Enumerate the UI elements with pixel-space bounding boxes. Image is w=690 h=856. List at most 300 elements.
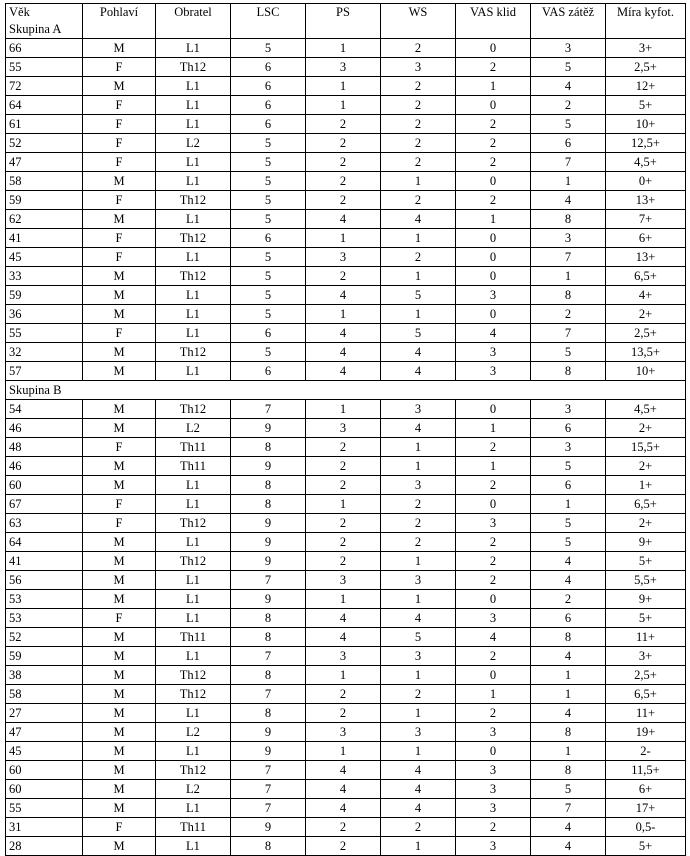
- table-cell: 3: [306, 647, 381, 666]
- table-cell: 4: [306, 780, 381, 799]
- table-cell: 1: [381, 438, 456, 457]
- table-cell: 8: [531, 210, 606, 229]
- table-cell: 57: [6, 362, 83, 381]
- table-cell: 2: [306, 552, 381, 571]
- table-cell: 2: [381, 96, 456, 115]
- table-cell: 0: [456, 267, 531, 286]
- table-cell: 47: [6, 153, 83, 172]
- table-cell: 8: [531, 362, 606, 381]
- table-cell: 5: [231, 153, 306, 172]
- table-cell: 55: [6, 58, 83, 77]
- table-cell: Th11: [156, 628, 231, 647]
- table-cell: 9: [231, 723, 306, 742]
- table-cell: Th12: [156, 552, 231, 571]
- table-cell: 4: [456, 628, 531, 647]
- table-cell: Th11: [156, 818, 231, 837]
- column-header-ps: PS: [306, 4, 381, 39]
- table-cell: 1: [531, 685, 606, 704]
- table-cell: M: [83, 457, 156, 476]
- table-cell: 5: [531, 58, 606, 77]
- table-cell: 1: [306, 96, 381, 115]
- table-cell: 3: [306, 58, 381, 77]
- table-cell: 59: [6, 191, 83, 210]
- table-cell: L1: [156, 286, 231, 305]
- table-cell: 1: [381, 742, 456, 761]
- table-cell: 2: [456, 438, 531, 457]
- table-cell: 2: [456, 704, 531, 723]
- column-header-kyphosis: Míra kyfot.: [606, 4, 686, 39]
- header-row: [6, 4, 686, 39]
- table-cell: M: [83, 362, 156, 381]
- table-cell: 2: [456, 191, 531, 210]
- table-cell: 41: [6, 552, 83, 571]
- table-cell: 1: [456, 685, 531, 704]
- table-cell: F: [83, 153, 156, 172]
- table-cell: L1: [156, 837, 231, 856]
- table-cell: 52: [6, 134, 83, 153]
- table-cell: 3: [456, 780, 531, 799]
- table-cell: 4: [381, 799, 456, 818]
- table-cell: 0: [456, 666, 531, 685]
- table-cell: 4: [381, 609, 456, 628]
- table-cell: 5: [531, 457, 606, 476]
- table-cell: 4: [381, 780, 456, 799]
- table-cell: M: [83, 685, 156, 704]
- table-cell: 54: [6, 400, 83, 419]
- table-cell: 2: [306, 818, 381, 837]
- table-cell: 45: [6, 742, 83, 761]
- table-cell: 4: [306, 609, 381, 628]
- group-label-a: Skupina A: [9, 22, 62, 36]
- table-cell: 58: [6, 172, 83, 191]
- table-cell: 6: [231, 58, 306, 77]
- table-cell: 55: [6, 799, 83, 818]
- table-row: [6, 438, 686, 457]
- table-cell: M: [83, 552, 156, 571]
- table-row: [6, 248, 686, 267]
- table-cell: 3: [456, 761, 531, 780]
- table-cell: 2: [306, 115, 381, 134]
- table-cell: 1: [531, 267, 606, 286]
- table-cell: M: [83, 799, 156, 818]
- table-cell: F: [83, 115, 156, 134]
- table-cell: 5: [231, 191, 306, 210]
- table-cell: F: [83, 96, 156, 115]
- table-cell: 1: [456, 457, 531, 476]
- table-cell: 5+: [606, 552, 686, 571]
- table-cell: M: [83, 476, 156, 495]
- table-cell: 0: [456, 590, 531, 609]
- table-cell: L1: [156, 248, 231, 267]
- table-cell: F: [83, 134, 156, 153]
- table-cell: 2: [306, 685, 381, 704]
- table-cell: F: [83, 818, 156, 837]
- table-cell: 0+: [606, 172, 686, 191]
- table-cell: 45: [6, 248, 83, 267]
- table-cell: 8: [231, 837, 306, 856]
- table-cell: 3: [456, 723, 531, 742]
- table-cell: 1: [306, 77, 381, 96]
- table-cell: 4: [306, 362, 381, 381]
- table-cell: 6: [531, 134, 606, 153]
- table-cell: 2: [306, 267, 381, 286]
- table-cell: 2: [306, 837, 381, 856]
- table-cell: L1: [156, 305, 231, 324]
- table-cell: 2: [306, 172, 381, 191]
- table-cell: 1: [381, 457, 456, 476]
- table-cell: 3: [531, 400, 606, 419]
- table-cell: 8: [231, 476, 306, 495]
- table-cell: Th12: [156, 685, 231, 704]
- table-cell: 67: [6, 495, 83, 514]
- table-cell: F: [83, 229, 156, 248]
- table-cell: M: [83, 343, 156, 362]
- table-cell: L2: [156, 780, 231, 799]
- table-cell: 5: [531, 514, 606, 533]
- table-cell: 4: [531, 552, 606, 571]
- table-cell: 2: [456, 476, 531, 495]
- table-cell: 1: [456, 77, 531, 96]
- table-cell: 8: [531, 761, 606, 780]
- table-cell: 0: [456, 248, 531, 267]
- table-cell: 1: [306, 39, 381, 58]
- table-cell: 6: [531, 476, 606, 495]
- table-cell: 2: [306, 533, 381, 552]
- table-cell: 2: [456, 647, 531, 666]
- table-cell: Th12: [156, 229, 231, 248]
- table-cell: 2: [456, 818, 531, 837]
- column-header-vas-load: VAS zátěž: [531, 4, 606, 39]
- table-cell: 6: [531, 609, 606, 628]
- table-row: [6, 476, 686, 495]
- table-cell: 9: [231, 457, 306, 476]
- table-cell: 5: [381, 324, 456, 343]
- table-cell: 1: [306, 742, 381, 761]
- table-cell: L1: [156, 799, 231, 818]
- table-cell: 1: [531, 742, 606, 761]
- table-cell: 10+: [606, 362, 686, 381]
- table-cell: 6,5+: [606, 267, 686, 286]
- table-cell: 36: [6, 305, 83, 324]
- table-cell: Th12: [156, 400, 231, 419]
- table-cell: L1: [156, 210, 231, 229]
- table-cell: M: [83, 210, 156, 229]
- table-cell: L2: [156, 723, 231, 742]
- table-cell: 2: [306, 457, 381, 476]
- table-cell: 31: [6, 818, 83, 837]
- table-row: [6, 115, 686, 134]
- table-cell: F: [83, 514, 156, 533]
- table-cell: 2: [381, 533, 456, 552]
- table-cell: 6: [231, 229, 306, 248]
- table-cell: 53: [6, 609, 83, 628]
- table-cell: 6: [231, 77, 306, 96]
- table-cell: 6+: [606, 780, 686, 799]
- table-cell: 0: [456, 229, 531, 248]
- table-cell: 5: [531, 115, 606, 134]
- table-row: [6, 457, 686, 476]
- table-cell: 2+: [606, 305, 686, 324]
- column-header-lsc: LSC: [231, 4, 306, 39]
- table-cell: M: [83, 742, 156, 761]
- table-cell: M: [83, 761, 156, 780]
- table-cell: M: [83, 305, 156, 324]
- table-cell: 2: [531, 305, 606, 324]
- table-cell: 0: [456, 96, 531, 115]
- table-cell: 5: [381, 628, 456, 647]
- table-cell: 4: [381, 419, 456, 438]
- table-row: [6, 305, 686, 324]
- table-row: [6, 590, 686, 609]
- table-cell: 8: [531, 286, 606, 305]
- table-cell: 5: [381, 286, 456, 305]
- column-header-age: [6, 4, 83, 39]
- table-row: [6, 134, 686, 153]
- table-cell: 1: [381, 172, 456, 191]
- table-cell: L1: [156, 495, 231, 514]
- table-cell: 2: [306, 514, 381, 533]
- table-cell: 3: [456, 343, 531, 362]
- table-cell: L1: [156, 571, 231, 590]
- table-cell: 4: [531, 77, 606, 96]
- table-cell: 8: [231, 609, 306, 628]
- table-cell: L1: [156, 172, 231, 191]
- table-cell: 3: [306, 571, 381, 590]
- table-cell: 2: [456, 115, 531, 134]
- table-cell: 9: [231, 590, 306, 609]
- table-row: [6, 77, 686, 96]
- table-cell: M: [83, 571, 156, 590]
- table-cell: 52: [6, 628, 83, 647]
- table-cell: 2: [306, 134, 381, 153]
- column-header-vas-rest: VAS klid: [456, 4, 531, 39]
- table-cell: 5: [231, 134, 306, 153]
- table-cell: 59: [6, 647, 83, 666]
- table-cell: 3: [456, 286, 531, 305]
- table-cell: 1: [306, 229, 381, 248]
- table-cell: L1: [156, 609, 231, 628]
- table-cell: 2: [381, 191, 456, 210]
- table-cell: 6: [531, 419, 606, 438]
- table-cell: 2: [456, 552, 531, 571]
- table-cell: L1: [156, 647, 231, 666]
- table-cell: 0: [456, 742, 531, 761]
- table-cell: 5: [231, 343, 306, 362]
- table-cell: 7: [231, 761, 306, 780]
- table-row: [6, 685, 686, 704]
- table-cell: 2,5+: [606, 324, 686, 343]
- table-cell: F: [83, 58, 156, 77]
- table-row: [6, 267, 686, 286]
- table-row: [6, 96, 686, 115]
- table-cell: 2: [381, 153, 456, 172]
- table-cell: 3+: [606, 39, 686, 58]
- table-cell: 2: [306, 704, 381, 723]
- table-cell: Th12: [156, 58, 231, 77]
- table-cell: 3: [456, 799, 531, 818]
- table-cell: 4: [306, 761, 381, 780]
- table-cell: M: [83, 704, 156, 723]
- column-header-vertebra: Obratel: [156, 4, 231, 39]
- table-cell: 1: [306, 666, 381, 685]
- table-cell: 1: [381, 552, 456, 571]
- table-cell: 2: [381, 77, 456, 96]
- table-cell: 64: [6, 533, 83, 552]
- table-row: [6, 191, 686, 210]
- table-cell: 3: [306, 723, 381, 742]
- table-cell: 8: [531, 628, 606, 647]
- table-cell: 2: [456, 153, 531, 172]
- table-cell: L1: [156, 39, 231, 58]
- table-cell: 1: [306, 590, 381, 609]
- table-cell: 7: [231, 400, 306, 419]
- table-cell: 2,5+: [606, 58, 686, 77]
- table-cell: Th11: [156, 438, 231, 457]
- table-row: [6, 571, 686, 590]
- table-cell: L1: [156, 153, 231, 172]
- table-cell: 2: [456, 58, 531, 77]
- table-row: [6, 666, 686, 685]
- table-cell: 4: [531, 571, 606, 590]
- table-cell: Th12: [156, 761, 231, 780]
- table-row: [6, 210, 686, 229]
- table-row: [6, 324, 686, 343]
- table-cell: 53: [6, 590, 83, 609]
- table-row: [6, 818, 686, 837]
- group-header-row: [6, 381, 686, 400]
- column-header-label: Věk: [9, 5, 30, 19]
- table-cell: 4: [306, 286, 381, 305]
- table-cell: 5,5+: [606, 571, 686, 590]
- table-cell: 1: [456, 210, 531, 229]
- table-cell: 2: [381, 134, 456, 153]
- table-cell: 3+: [606, 647, 686, 666]
- table-cell: M: [83, 647, 156, 666]
- table-cell: 62: [6, 210, 83, 229]
- table-cell: 3: [381, 400, 456, 419]
- table-cell: 7: [531, 153, 606, 172]
- table-cell: 2: [456, 571, 531, 590]
- table-cell: L1: [156, 533, 231, 552]
- table-cell: Th12: [156, 267, 231, 286]
- table-cell: 2: [456, 134, 531, 153]
- table-cell: Th12: [156, 514, 231, 533]
- table-row: [6, 229, 686, 248]
- table-cell: 7+: [606, 210, 686, 229]
- table-cell: 0: [456, 305, 531, 324]
- table-cell: 1: [531, 495, 606, 514]
- table-cell: 12+: [606, 77, 686, 96]
- table-cell: 4: [531, 647, 606, 666]
- table-cell: 5+: [606, 609, 686, 628]
- table-cell: 4,5+: [606, 400, 686, 419]
- table-cell: Th12: [156, 343, 231, 362]
- table-cell: 72: [6, 77, 83, 96]
- table-cell: 2: [381, 248, 456, 267]
- table-cell: 3: [531, 229, 606, 248]
- table-cell: 13+: [606, 248, 686, 267]
- table-cell: M: [83, 286, 156, 305]
- table-row: [6, 704, 686, 723]
- table-cell: M: [83, 590, 156, 609]
- table-row: [6, 514, 686, 533]
- table-cell: 4: [381, 210, 456, 229]
- table-cell: 12,5+: [606, 134, 686, 153]
- table-cell: 7: [231, 799, 306, 818]
- table-cell: 1: [306, 400, 381, 419]
- table-cell: 61: [6, 115, 83, 134]
- table-cell: M: [83, 77, 156, 96]
- table-cell: 2+: [606, 457, 686, 476]
- table-row: [6, 742, 686, 761]
- table-cell: 5: [531, 533, 606, 552]
- table-cell: 9+: [606, 533, 686, 552]
- table-cell: 3: [531, 438, 606, 457]
- table-cell: Th11: [156, 457, 231, 476]
- table-cell: 7: [531, 324, 606, 343]
- table-cell: 0: [456, 39, 531, 58]
- table-row: [6, 780, 686, 799]
- table-cell: M: [83, 837, 156, 856]
- table-cell: M: [83, 419, 156, 438]
- table-cell: 28: [6, 837, 83, 856]
- table-cell: 13,5+: [606, 343, 686, 362]
- table-cell: 56: [6, 571, 83, 590]
- table-cell: L1: [156, 590, 231, 609]
- table-cell: M: [83, 533, 156, 552]
- table-cell: 11,5+: [606, 761, 686, 780]
- table-cell: 15,5+: [606, 438, 686, 457]
- table-cell: 2,5+: [606, 666, 686, 685]
- table-cell: 7: [231, 685, 306, 704]
- table-cell: 4: [381, 362, 456, 381]
- table-row: [6, 628, 686, 647]
- table-cell: Th12: [156, 666, 231, 685]
- table-cell: 10+: [606, 115, 686, 134]
- table-cell: 1: [381, 267, 456, 286]
- table-cell: 27: [6, 704, 83, 723]
- table-cell: 2: [381, 495, 456, 514]
- table-cell: 1: [531, 666, 606, 685]
- table-cell: 11+: [606, 628, 686, 647]
- table-cell: 9: [231, 533, 306, 552]
- table-cell: 9: [231, 818, 306, 837]
- table-cell: 4+: [606, 286, 686, 305]
- table-cell: 9: [231, 419, 306, 438]
- table-cell: 46: [6, 457, 83, 476]
- table-cell: 2: [306, 153, 381, 172]
- table-cell: 5: [231, 267, 306, 286]
- table-cell: 47: [6, 723, 83, 742]
- table-cell: M: [83, 267, 156, 286]
- table-cell: 2: [381, 818, 456, 837]
- table-row: [6, 761, 686, 780]
- table-cell: 3: [381, 723, 456, 742]
- table-cell: 5: [231, 39, 306, 58]
- table-cell: 4: [381, 761, 456, 780]
- table-cell: 8: [231, 495, 306, 514]
- table-cell: 4: [306, 628, 381, 647]
- table-cell: L1: [156, 96, 231, 115]
- table-cell: 2-: [606, 742, 686, 761]
- table-cell: 9+: [606, 590, 686, 609]
- table-cell: 4: [531, 837, 606, 856]
- table-row: [6, 533, 686, 552]
- table-cell: 8: [231, 438, 306, 457]
- table-cell: 4: [381, 343, 456, 362]
- table-cell: 41: [6, 229, 83, 248]
- table-cell: L1: [156, 704, 231, 723]
